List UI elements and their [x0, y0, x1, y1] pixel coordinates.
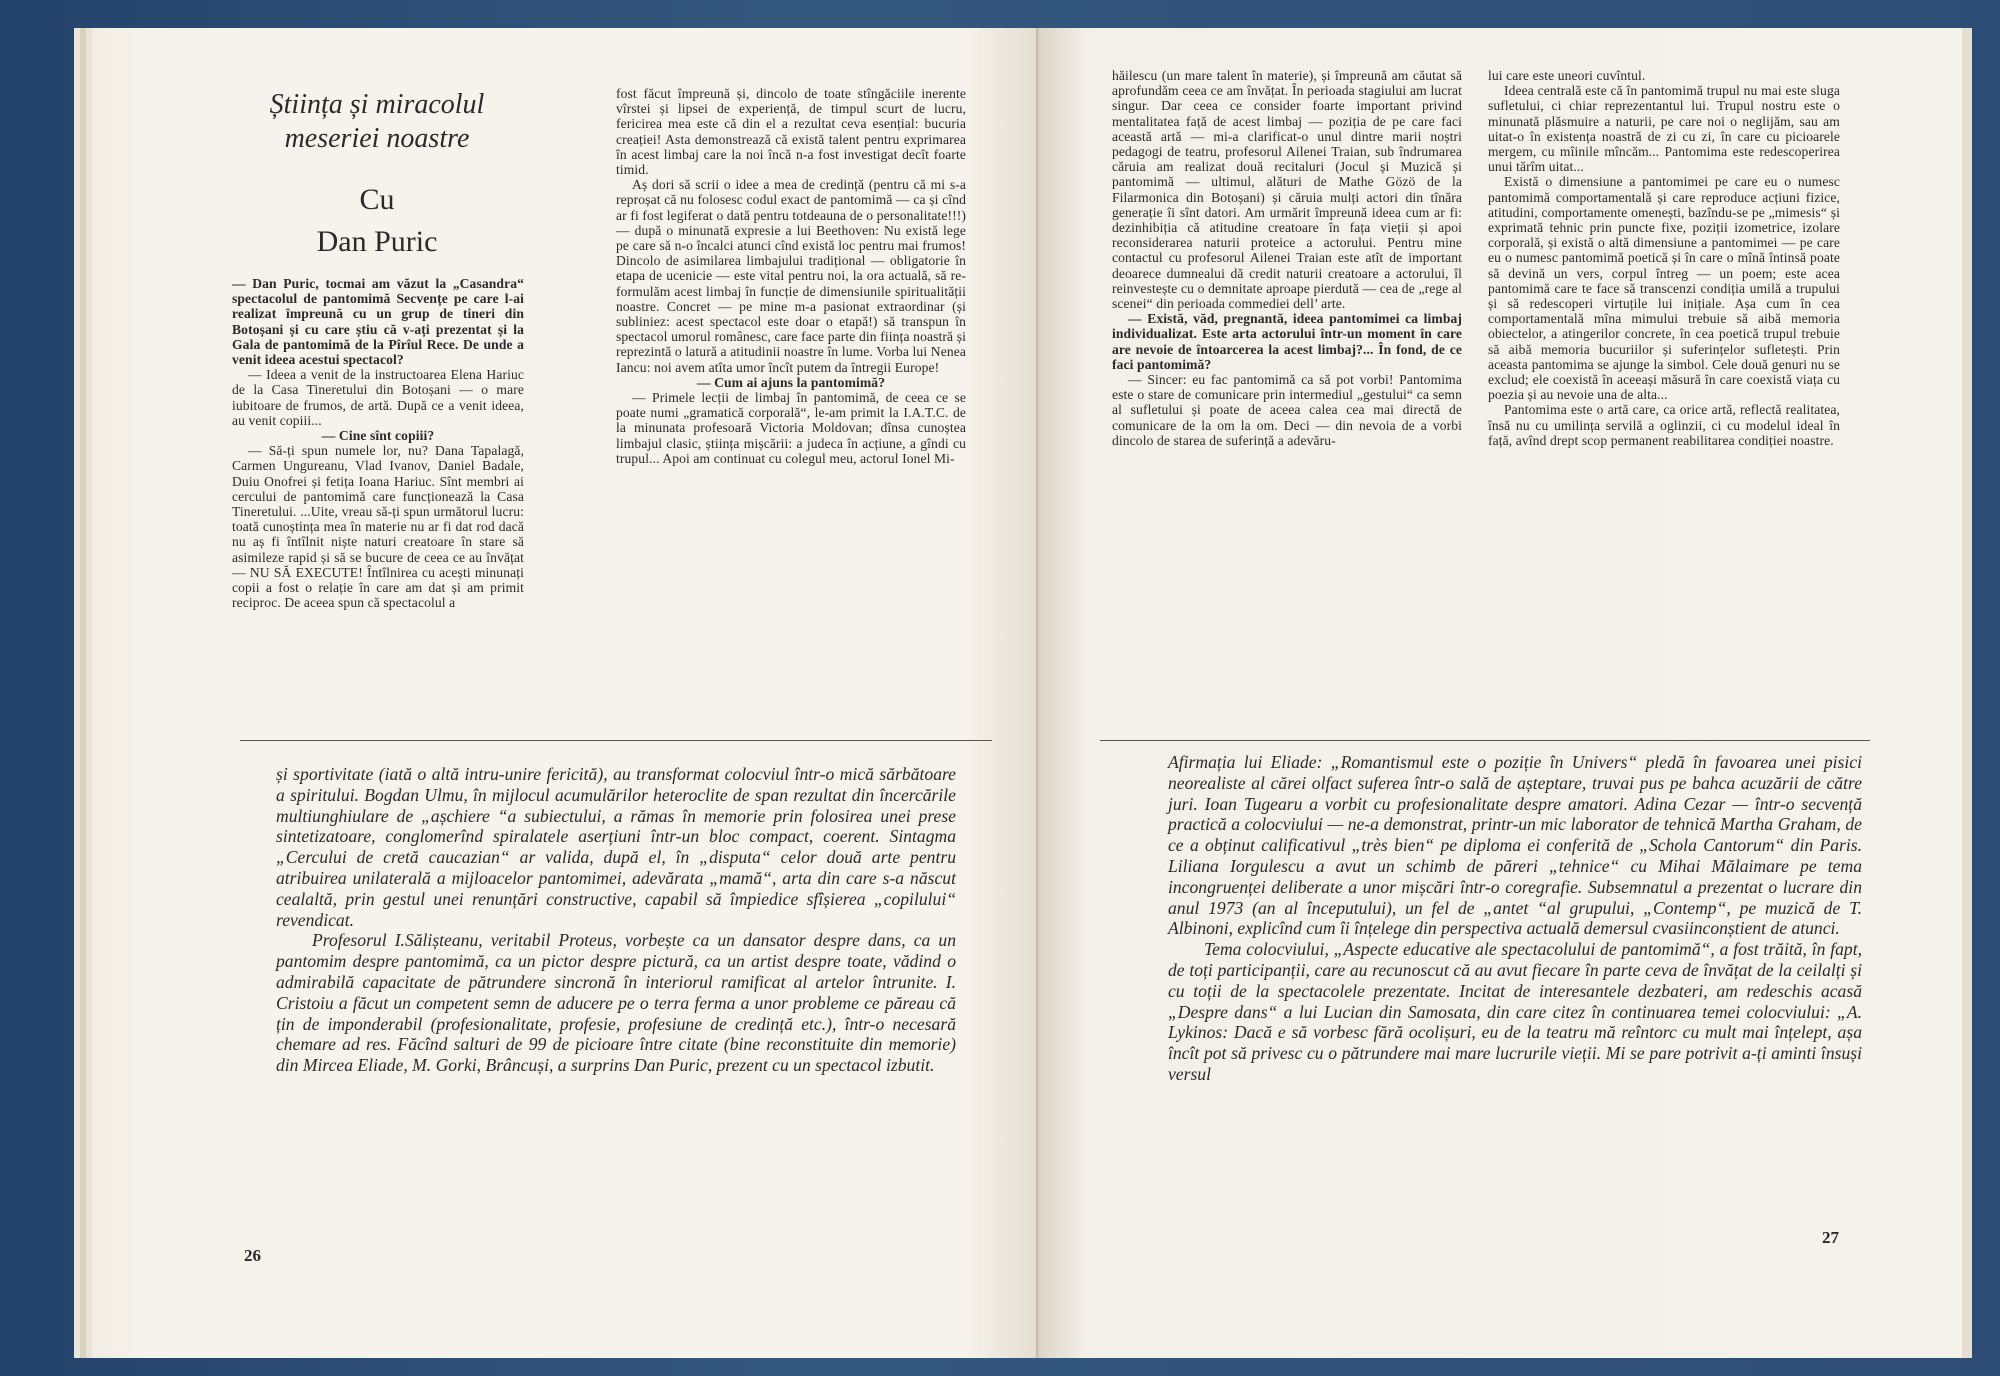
- page-number-right: 27: [1822, 1228, 1839, 1247]
- interview-answer: — Primele lecții de limbaj în pantomimă, de ceea ce se poate numi „gramatică corporală“, le-am primit la I.A.T.C. de la minunata profesoară Victoria Moldovan; dînsa cunoștea limbajul clasic, știința mișcării: a judeca în acțiune, a gîndi cu trupul... Apoi am continuat cu colegul meu, actorul Ionel Mi-: [616, 390, 966, 466]
- report-paragraph: Profesorul I.Sălișteanu, veritabil Proteus, vorbește ca un dansator despre dans, ca un pantomim despre pantomimă, ca un pictor despre pictură, ca un artist despre toate, vădind o admirabilă capacitate de pătrundere sincronă în interiorul ramificat al artelor întrunite. I. Cristoiu a făcut un competent semn de aducere pe o terra ferma a unor probleme ce păreau că țin de imponderabil (profesionalitate, profesie, profesiune de credință etc.), într-o necesară chemare ad res. Făcînd salturi de 99 de picioare între citate (bine reconstituite din memorie) din Mircea Eliade, M. Gorki, Brâncuși, a surprins Dan Puric, prezent cu un spectacol izbutit.: [276, 930, 956, 1076]
- interview-answer: — Sincer: eu fac pantomimă ca să pot vorbi! Pantomima este o stare de comunicare prin intermediul „gestului“ ca semn al sufletului și poate de aceea calea cea mai directă de comunicare de la om la om. Deci — din nevoia de a vorbi dincolo de starea de suferință a adevăru-: [1112, 372, 1462, 448]
- interview-answer: Există o dimensiune a pantomimei pe care eu o numesc pantomimă comportamentală și care reproduce acțiuni fizice, atitudini, comportamente omenești, bazîndu-se pe „mimesis“ și exprimată tehnic prin puncte fixe, poziții izometrice, izolare corporală, și există o altă dimensiune a pantomimei — pe care eu o numesc pantomimă poetică și în care o mînă întinsă poate să devină un vers, corpul întreg — un poem; este acea pantomimă care te face să transcenzi condiția umilă a trupului și să redescoperi virtuțile lui inițiale. Așa cum în cea comportamentală mîna mimului trebuie să aibă memoria obiectelor, a atingerilor concrete, în cea poetică trupul trebuie să aibă memoria bucuriilor și suferințelor sufletești. Prin aceasta pantomima se ajunge la simbol. Cele două genuri nu se exclud; ele coexistă în aceeași măsură în care coexistă viața cu poezia și au nevoie una de alta...: [1488, 174, 1840, 403]
- right-page: [1040, 28, 1972, 1358]
- interview-answer: Aș dori să scrii o idee a mea de credință (pentru că mi s-a reproșat că nu folosesc codul exact de pantomimă — ca și cînd ar fi fost legiferat o dată pentru totdeauna de o personalitate!!!) — după o minunată expresie a lui Beethoven: Nu există lege pe care să n-o încalci atunci cînd există loc pentru mai frumos! Dincolo de asimilarea limbajului tradițional — obligatorie în etapa de ucenicie — este vital pentru noi, la ora actuală, să re-formulăm acest limbaj în funcție de dimensiunile spiritualității noastre. Concret — pe mine m-a pasionat extraordinar (și subliniez: acest spectacol este doar o etapă!) să transpun în spectacol umorul românesc, care face parte din ființa noastră și reprezintă o latură a atitudinii noastre în lume. Vorba lui Nenea Iancu: noi avem atîta umor încît putem da întregii Europe!: [616, 177, 966, 375]
- article-title: Știința și miracolul meseriei noastre: [269, 89, 485, 154]
- interview-question: — Cum ai ajuns la pantomimă?: [696, 374, 886, 390]
- report-paragraph: Tema colocviului, „Aspecte educative ale spectacolului de pantomimă“, a fost trăită, în fapt, de toți participanții, care au recunoscut că au avut fiecare în parte ceva de învățat de la ceilalți și cu toții de la spectacolele prezentate. Incitat de interesantele dezbateri, am redeschis acasă „Despre dans“ a lui Lucian din Samosata, din care citez în continuarea temei colocviului: „A. Lykinos: Dacă e să vorbesc fără ocolișuri, eu de la teatru mă reîntorc cu mult mai înțelept, așa încît pot să privesc cu o pătrundere mai mare lucrurile vieții. Mi se pare potrivit a-ți aminti însuși versul: [1168, 939, 1862, 1084]
- colloquium-report-left: [276, 764, 956, 1076]
- interview-column-2: [616, 86, 966, 466]
- interview-answer: — Ideea a venit de la instructoarea Elena Hariuc de la Casa Tineretului din Botoșani — o mare iubitoare de frumos, de artă. După ce a venit ideea, au venit copiii...: [232, 367, 524, 428]
- interview-question: — Cine sînt copiii?: [321, 428, 435, 444]
- report-paragraph: și sportivitate (iată o altă intru-unire fericită), au transformat colocviul într-o mică sărbătoare a spiritului. Bogdan Ulmu, în mijlocul acumulărilor heteroclite de span rezultat din încercările multiunghiulare de „așchiere “a subiectului, a rămas în memorie prin folosirea unei prese sintetizatoare, conglomerînd spiralatele aserțiuni într-un bloc compact, coerent. Sintagma „Cercului de cretă caucazian“ ar valida, după el, în „disputa“ celor două arte pentru atribuirea unilaterală a mijloacelor pantomimei, adevărata „mamă“, arta din care s-a născut cealaltă, prin gestul unei renunțări constructive, capabil să împiedice sfîșierea „copilului“ revendicat.: [276, 764, 956, 930]
- interviewee-name: Dan Puric: [316, 225, 438, 258]
- left-page: [92, 28, 1040, 1358]
- interview-column-3: [1112, 68, 1462, 448]
- section-divider: [1100, 740, 1870, 741]
- interview-question: — Există, văd, pregnantă, ideea pantomimei ca limbaj individualizat. Este arta actorului într-un moment în care are nevoie de întoarcerea la acest limbaj?... În fond, de ce faci pantomimă?: [1112, 311, 1462, 372]
- title-with: Cu: [359, 183, 395, 216]
- interview-answer: hăilescu (un mare talent în materie), și împreună am căutat să aprofundăm ceea ce am învățat. În perioada stagiului am lucrat singur. Dar ceea ce consider foarte important privind mentalitatea față de acest limbaj — poziția de pe care faci această artă — mi-a clarificat-o unul dintre marii noștri pedagogi de teatru, profesorul Ailenei Traian, sub îndrumarea căruia am realizat două recitaluri (Jocul și Muzică și pantomimă — ultimul, alături de Mathe Gözö de la Filarmonica din Botoșani) și căruia mulți actori din tînăra generație îi sînt datori. Am urmărit împreună ideea cum ar fi: dezinhibiția că atitudine creatoare în fața vieții și apoi reconsiderarea naturii proteice a actorului. Pentru mine contactul cu profesorul Ailenei Traian este atît de important deoarece dumnealui dă credit naturii creatoare a actorului, îl reinvestește cu o demnitate aproape pierdută — cea de „rege al scenei“ din perioada commediei dell’ arte.: [1112, 68, 1462, 312]
- page-number-left: 26: [244, 1246, 261, 1265]
- interview-column-4: [1488, 68, 1840, 448]
- interview-answer: — Să-ți spun numele lor, nu? Dana Tapalagă, Carmen Ungureanu, Vlad Ivanov, Daniel Badale, Duiu Onofrei și fetița Ioana Hariuc. Sînt membri ai cercului de pantomimă care funcționează la Casa Tineretului. ...Uite, vreau să-ți spun următorul lucru: toată cunoștința mea în materie nu ar fi dat rod dacă nu aș fi întîlnit niște naturi creatoare în stare să asimileze rapid și să se bucure de ceea ce au învățat — NU SĂ EXECUTE! Întîlnirea cu acești minunați copii a fost o relație în care am dat și am primit reciproc. De aceea spun că spectacolul a: [232, 443, 524, 611]
- interview-question: — Dan Puric, tocmai am văzut la „Casandra“ spectacolul de pantomimă Secvențe pe care l-ai realizat împreună cu un grup de tineri din Botoșani și cu care știu că v-ați prezentat și la Gala de pantomimă de la Pîrîul Rece. De unde a venit ideea acestui spectacol?: [232, 276, 524, 368]
- interview-answer: fost făcut împreună și, dincolo de toate stîngăciile inerente vîrstei și lipsei de experiență, de timpul scurt de lucru, fericirea mea este că din el a rezultat ceva esențial: bucuria creației! Asta demonstrează că există talent pentru exprimarea în acest limbaj care la noi încă n-a fost investigat decît foarte timid.: [616, 86, 966, 178]
- report-paragraph: Afirmația lui Eliade: „Romantismul este o poziție în Univers“ pledă în favoarea unei pisici neorealiste al cărei olfact suferea într-o sală de așteptare, truvai pus pe bahca acuzării de către juri. Ioan Tugearu a vorbit cu profesionalitate despre amatori. Adina Cezar — într-o secvență practică a colocviului — ne-a demonstrat, printr-un mic laborator de tehnică Martha Graham, de ce a obținut calificativul „très bien“ pe diploma ei conferită de „Schola Cantorum“ din Paris. Liliana Iorgulescu a avut un schimb de păreri „tehnice“ cu Mihai Mălaimare pe tema incongruenței deliberate a unor mișcări într-o coregrafie. Subsemnatul a prezentat o lucrare din anul 1973 (an al începutului), un fel de „antet “al grupului, „Contemp“, pe muzică de T. Albinoni, explicînd cum îi înțelege din perspectiva actuală demersul cvasiinconștient de atunci.: [1168, 752, 1862, 939]
- interview-answer: lui care este uneori cuvîntul.: [1488, 68, 1646, 83]
- interview-column-1: [232, 276, 524, 610]
- interview-answer: Pantomima este o artă care, ca orice artă, reflectă realitatea, însă nu cu umilința servilă a oglinzii, ci cu modelul ideal în față, avînd drept scop permanent reabilitarea condiției noastre.: [1488, 402, 1840, 448]
- section-divider: [240, 740, 992, 741]
- colloquium-report-right: [1168, 752, 1862, 1085]
- interview-answer: Ideea centrală este că în pantomimă trupul nu mai este sluga sufletului, ci chiar reprezentantul lui. Trupul nostru este o minunată plăsmuire a naturii, pe care noi o neglijăm, sau am uitat-o în existența noastră de zi cu zi, în care cu picioarele mergem, cu mîinile mîncăm... Pantomima este redescoperirea unui tărîm uitat...: [1488, 83, 1840, 175]
